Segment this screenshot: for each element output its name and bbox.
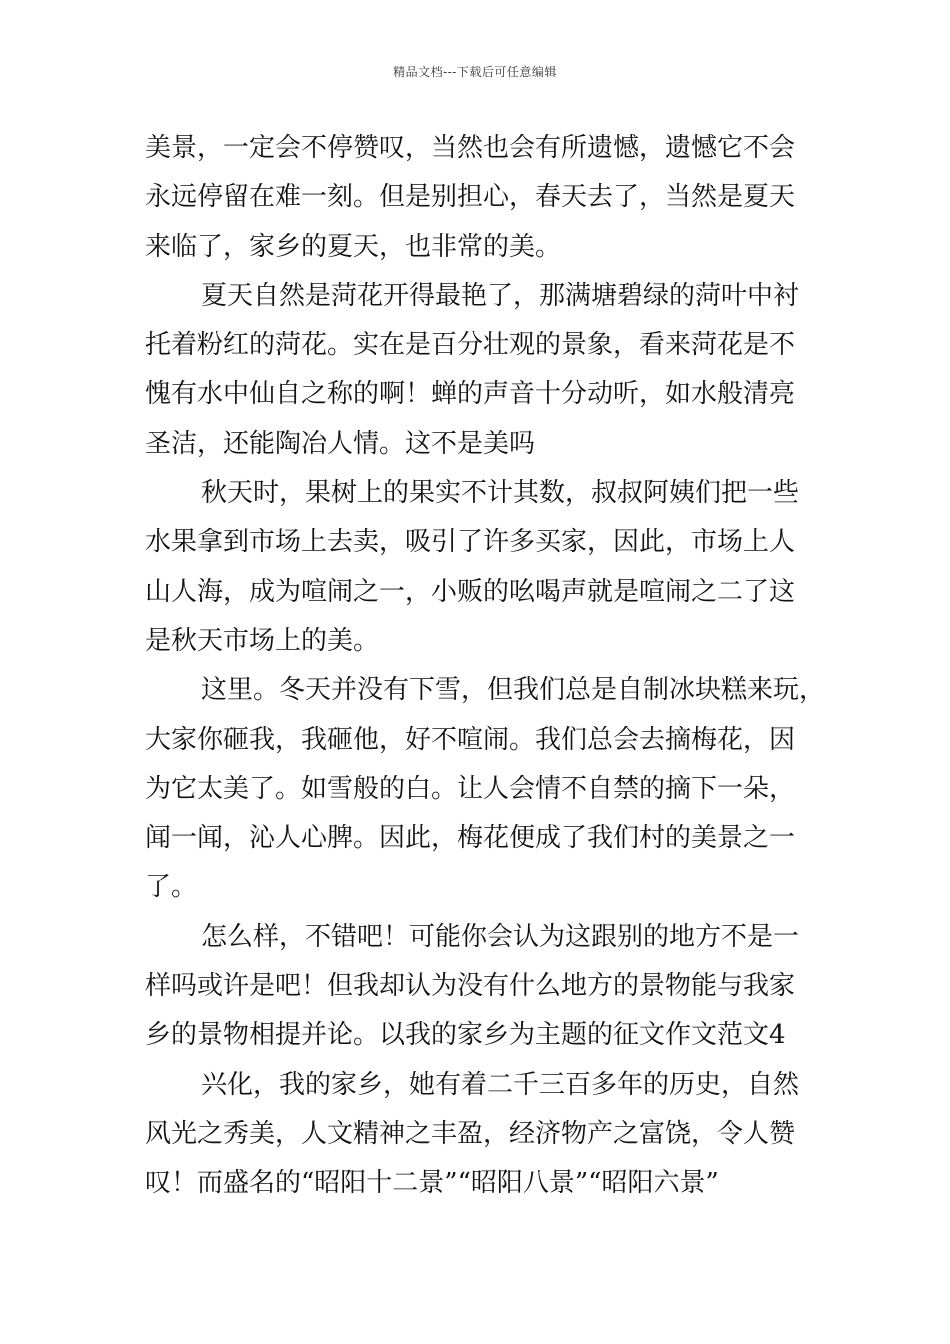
text-line-20: 兴化，我的家乡，她有着二千三百多年的历史，自然 — [201, 1069, 800, 1100]
text-line-7: 圣洁，还能陶冶人情。这不是美吗 — [145, 428, 536, 459]
text-line-16: 了。 — [145, 872, 198, 903]
text-line-19: 乡的景物相提并论。以我的家乡为主题的征文作文范文4 — [145, 1020, 786, 1051]
text-line-8: 秋天时，果树上的果实不计其数，叔叔阿姨们把一些 — [201, 478, 800, 509]
text-line-9: 水果拿到市场上去卖，吸引了许多买家，因此，市场上人 — [145, 527, 796, 558]
text-line-10: 山人海，成为喧闹之一，小贩的吆喝声就是喧闹之二了这 — [145, 576, 796, 607]
text-line-22: 叹！而盛名的“昭阳十二景”“昭阳八景”“昭阳六景” — [145, 1168, 719, 1199]
text-line-6: 愧有水中仙自之称的啊！蝉的声音十分动听，如水般清亮 — [145, 379, 796, 410]
text-line-4: 夏天自然是菏花开得最艳了，那满塘碧绿的菏叶中衬 — [201, 280, 800, 311]
text-line-1: 美景，一定会不停赞叹，当然也会有所遗憾，遗憾它不会 — [145, 133, 796, 163]
text-line-15: 闻一闻，沁人心脾。因此，梅花便成了我们村的美景之一 — [145, 823, 796, 854]
text-line-2: 永远停留在难一刻。但是别担心，春天去了，当然是夏天 — [145, 182, 796, 213]
text-line-17: 怎么样，不错吧！可能你会认为这跟别的地方不是一 — [201, 921, 800, 952]
text-line-5: 托着粉红的菏花。实在是百分壮观的景象，看来菏花是不 — [145, 330, 796, 361]
text-line-3: 来临了，家乡的夏天，也非常的美。 — [145, 231, 562, 262]
text-line-14: 为它太美了。如雪般的白。让人会情不自禁的摘下一朵， — [145, 773, 796, 804]
text-line-12: 这里。冬天并没有下雪，但我们总是自制冰块糕来玩， — [201, 675, 826, 706]
text-line-11: 是秋天市场上的美。 — [145, 625, 380, 656]
text-line-13: 大家你砸我，我砸他，好不喧闹。我们总会去摘梅花，因 — [145, 724, 796, 755]
page-header: 精品文档---下载后可任意编辑 — [393, 65, 557, 79]
document-body — [145, 124, 835, 1209]
text-line-21: 风光之秀美，人文精神之丰盈，经济物产之富饶，令人赞 — [145, 1118, 796, 1149]
text-line-18: 样吗或许是吧！但我却认为没有什么地方的景物能与我家 — [145, 971, 796, 1002]
